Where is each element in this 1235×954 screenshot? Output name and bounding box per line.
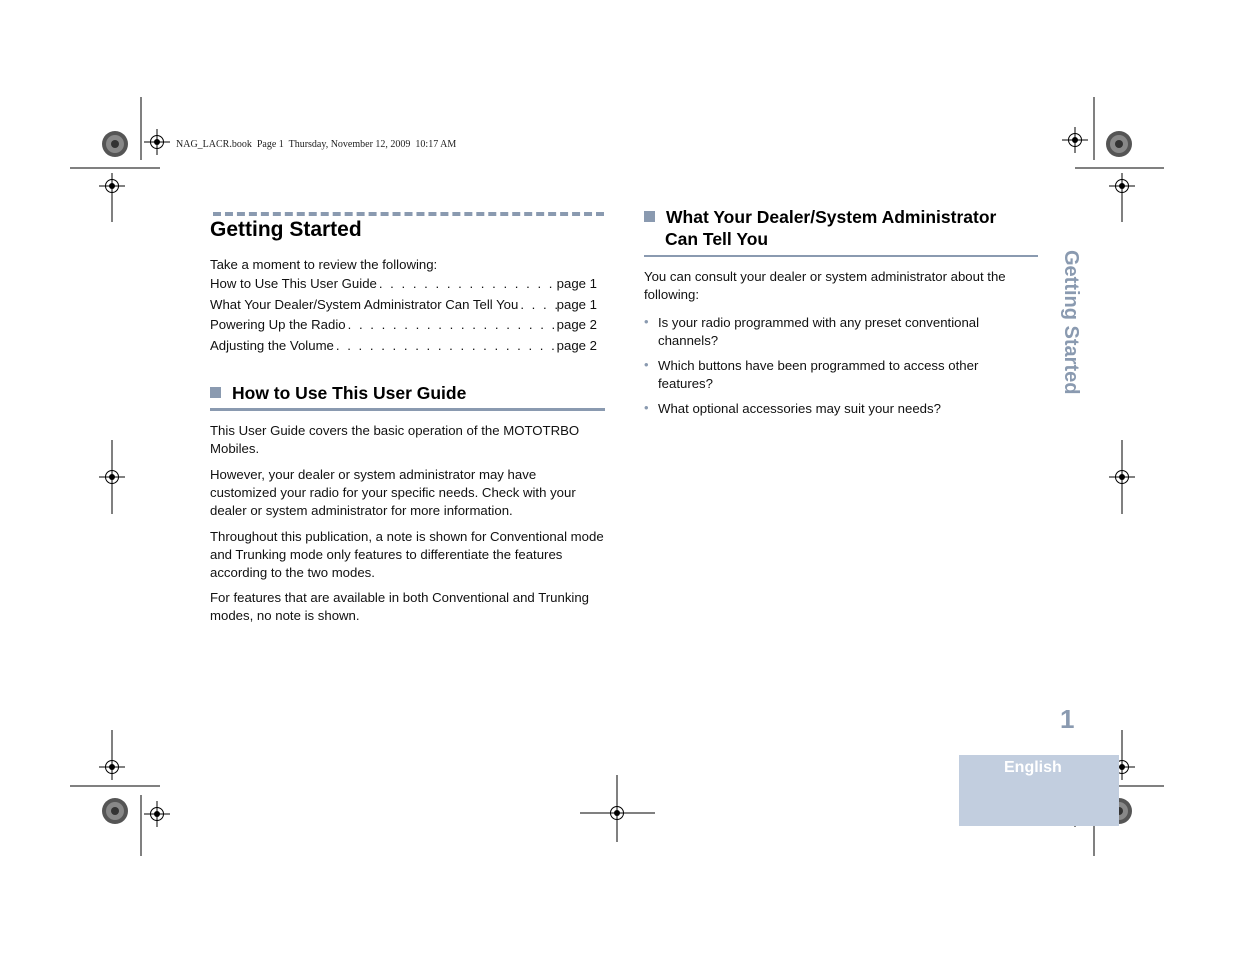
toc-entry-title: How to Use This User Guide	[210, 276, 377, 291]
toc-entry-title: Adjusting the Volume	[210, 337, 334, 353]
chapter-dashed-rule	[213, 212, 604, 216]
list-item: • Which buttons have been programmed to access other features?	[644, 357, 1014, 393]
section-heading-text: How to Use This User Guide	[232, 383, 467, 403]
section-square-icon	[644, 211, 655, 222]
section-square-icon	[210, 387, 221, 398]
toc-entry-page: page 1	[556, 296, 597, 312]
list-item: • What optional accessories may suit your needs?	[644, 400, 1014, 418]
section-heading-dealer	[644, 206, 1038, 250]
section-heading-user-guide	[210, 382, 605, 404]
toc-entry[interactable]	[210, 297, 597, 318]
book-header-line: NAG_LACR.book Page 1 Thursday, November 12, 2009 10:17 AM	[176, 139, 457, 150]
toc-leader-dots	[334, 338, 557, 353]
section-heading-text: What Your Dealer/System Administrator	[666, 207, 997, 227]
section-rule	[644, 255, 1038, 257]
list-item: • Is your radio programmed with any preset conventional channels?	[644, 314, 1014, 350]
toc-entry[interactable]	[210, 317, 597, 338]
toc-entry-title: Powering Up the Radio	[210, 317, 346, 332]
side-chapter-tab[interactable]	[1053, 250, 1089, 415]
toc-leader-dots	[346, 317, 557, 332]
table-of-contents	[210, 276, 597, 358]
chapter-intro: Take a moment to review the following:	[210, 257, 438, 272]
bullet-list	[644, 314, 1014, 425]
chapter-title: Getting Started	[210, 218, 362, 241]
section-heading-text-line2: Can Tell You	[665, 229, 769, 249]
toc-entry[interactable]	[210, 276, 597, 297]
paragraph: However, your dealer or system administrator may have customized your radio for your specific needs. Check with your dealer or system administrator for more information.	[210, 467, 576, 518]
toc-leader-dots	[377, 276, 557, 291]
page-number: 1	[1060, 704, 1075, 734]
toc-leader-dots	[518, 297, 556, 312]
side-chapter-tab-label: Getting Started	[1060, 250, 1082, 395]
section-rule	[210, 408, 605, 411]
toc-entry-page: page 2	[556, 317, 597, 332]
paragraph: Throughout this publication, a note is shown for Conventional mode and Trunking mode only features to differentiate the features according to the two modes.	[210, 529, 604, 580]
language-tab[interactable]	[959, 755, 1119, 826]
toc-entry-title: What Your Dealer/System Administrator Can Tell You	[210, 296, 519, 312]
paragraph: This User Guide covers the basic operation of the MOTOTRBO Mobiles.	[210, 423, 580, 456]
paragraph: For features that are available in both Conventional and Trunking modes, no note is shown.	[210, 590, 590, 623]
toc-entry[interactable]	[210, 338, 597, 359]
toc-entry-page: page 1	[556, 276, 597, 291]
section2-intro: You can consult your dealer or system administrator about the following:	[644, 269, 1006, 302]
language-tab-label: English	[1004, 759, 1062, 776]
toc-entry-page: page 2	[556, 337, 597, 353]
